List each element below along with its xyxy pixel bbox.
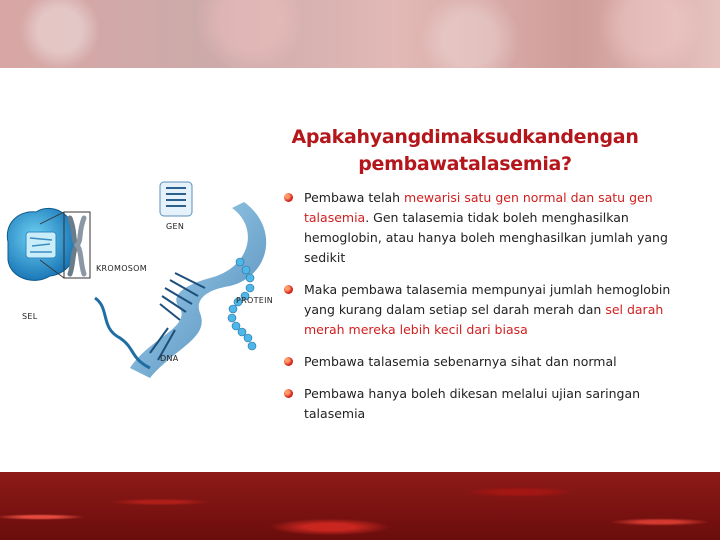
title-line-2: pembawatalasemia? xyxy=(358,153,572,175)
bullet-list xyxy=(284,188,674,436)
label-gen: GEN xyxy=(166,222,185,231)
cell-graphic xyxy=(7,208,76,280)
bullet-item: Maka pembawa talasemia mempunyai jumlah hemoglobin yang kurang dalam setiap sel darah merah dan sel darah merah mereka lebih kecil dari biasa xyxy=(284,280,674,340)
label-sel: SEL xyxy=(22,312,38,321)
background-bottom xyxy=(0,472,720,540)
bullet-item: Pembawa talasemia sebenarnya sihat dan normal xyxy=(284,352,674,372)
bullet-icon xyxy=(284,389,293,398)
dna-graphic xyxy=(130,202,266,378)
diagram-illustration xyxy=(0,178,285,388)
background-top xyxy=(0,0,720,68)
title-line-1: Apakahyangdimaksudkandengan xyxy=(291,126,639,148)
bullet-item: Pembawa hanya boleh dikesan melalui ujian saringan talasemia xyxy=(284,384,674,424)
bullet-icon xyxy=(284,357,293,366)
bullet-icon xyxy=(284,193,293,202)
label-kromosom: KROMOSOM xyxy=(96,264,147,273)
label-protein: PROTEIN xyxy=(236,296,274,305)
label-dna: DNA xyxy=(160,354,179,363)
bullet-item: Pembawa telah mewarisi satu gen normal dan satu gen talasemia. Gen talasemia tidak boleh menghasilkan hemoglobin, atau hanya boleh menghasilkan jumlah yang sedikit xyxy=(284,188,674,268)
slide-title xyxy=(290,124,640,178)
gene-graphic xyxy=(160,182,192,216)
cell-to-protein-diagram xyxy=(0,178,285,388)
bullet-icon xyxy=(284,285,293,294)
